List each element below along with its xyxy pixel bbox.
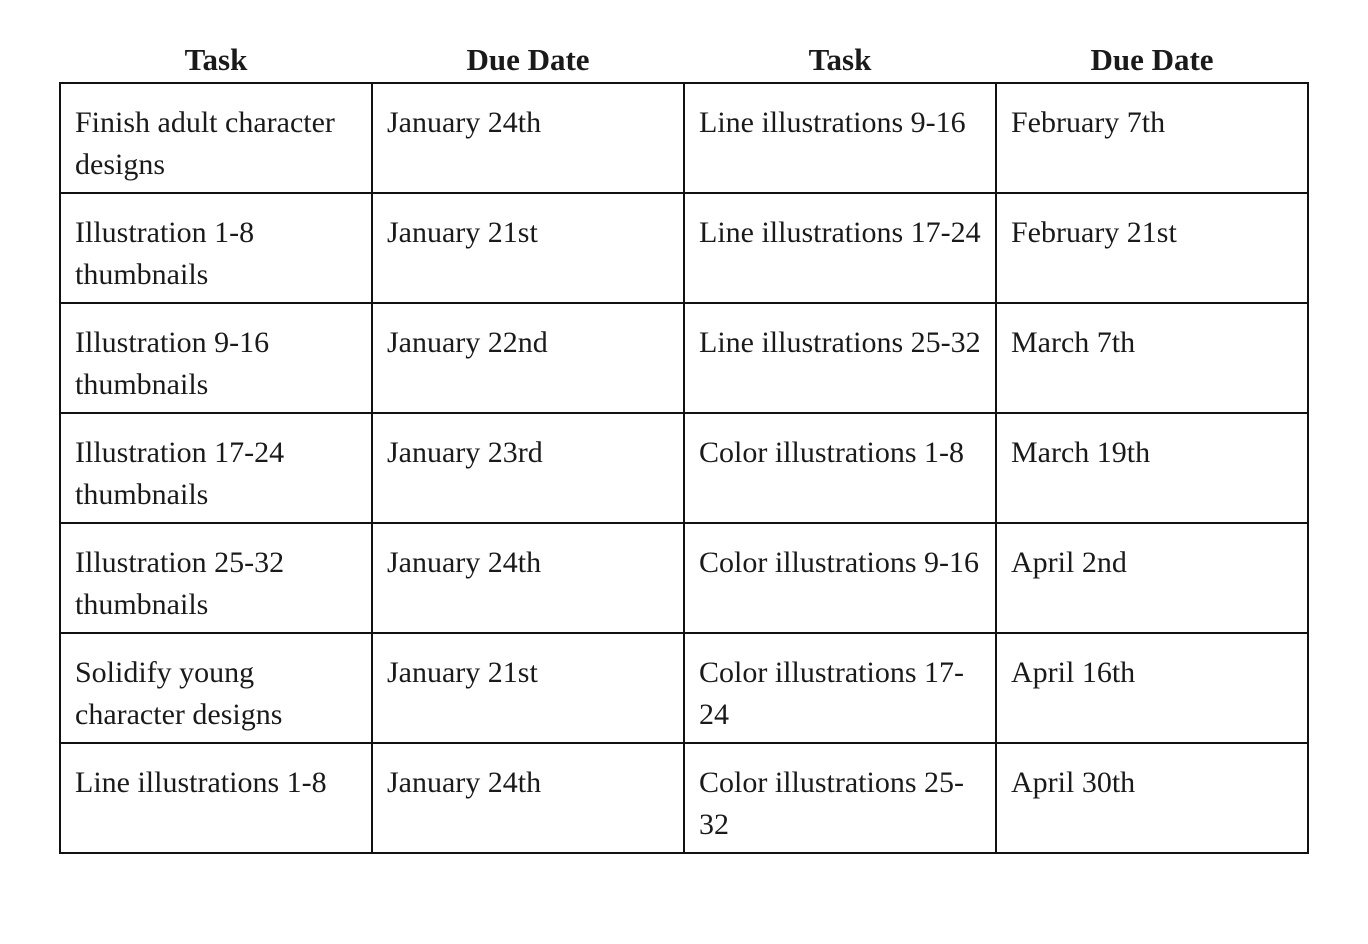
- task-cell: Illustration 17-24 thumbnails: [60, 413, 372, 523]
- due-date-cell: January 22nd: [372, 303, 684, 413]
- due-date-cell: April 16th: [996, 633, 1308, 743]
- task-cell: Line illustrations 17-24: [684, 193, 996, 303]
- due-date-cell: January 21st: [372, 193, 684, 303]
- due-date-cell: January 24th: [372, 523, 684, 633]
- table-row: [60, 83, 1308, 193]
- schedule-table: [59, 38, 1309, 854]
- header-due-date-right: Due Date: [1090, 42, 1214, 77]
- table-row: [60, 193, 1308, 303]
- header-due-date-left: Due Date: [466, 42, 590, 77]
- due-date-cell: April 2nd: [996, 523, 1308, 633]
- table-row: [60, 743, 1308, 853]
- table-row: [60, 633, 1308, 743]
- task-cell: Line illustrations 25-32: [684, 303, 996, 413]
- due-date-cell: January 24th: [372, 83, 684, 193]
- task-cell: Finish adult character designs: [60, 83, 372, 193]
- task-cell: Color illustrations 25-32: [684, 743, 996, 853]
- task-cell: Illustration 9-16 thumbnails: [60, 303, 372, 413]
- task-cell: Color illustrations 9-16: [684, 523, 996, 633]
- due-date-cell: January 23rd: [372, 413, 684, 523]
- task-cell: Line illustrations 9-16: [684, 83, 996, 193]
- header-task-right: Task: [808, 42, 872, 77]
- due-date-cell: March 19th: [996, 413, 1308, 523]
- due-date-cell: January 24th: [372, 743, 684, 853]
- due-date-cell: February 21st: [996, 193, 1308, 303]
- table-row: [60, 523, 1308, 633]
- due-date-cell: February 7th: [996, 83, 1308, 193]
- due-date-cell: January 21st: [372, 633, 684, 743]
- task-cell: Solidify young character designs: [60, 633, 372, 743]
- table-row: [60, 413, 1308, 523]
- task-cell: Line illustrations 1-8: [60, 743, 372, 853]
- due-date-cell: April 30th: [996, 743, 1308, 853]
- task-cell: Color illustrations 1-8: [684, 413, 996, 523]
- table-row: [60, 303, 1308, 413]
- task-cell: Color illustrations 17-24: [684, 633, 996, 743]
- due-date-cell: March 7th: [996, 303, 1308, 413]
- task-cell: Illustration 1-8 thumbnails: [60, 193, 372, 303]
- header-row: [60, 38, 1308, 83]
- task-cell: Illustration 25-32 thumbnails: [60, 523, 372, 633]
- header-task-left: Task: [184, 42, 248, 77]
